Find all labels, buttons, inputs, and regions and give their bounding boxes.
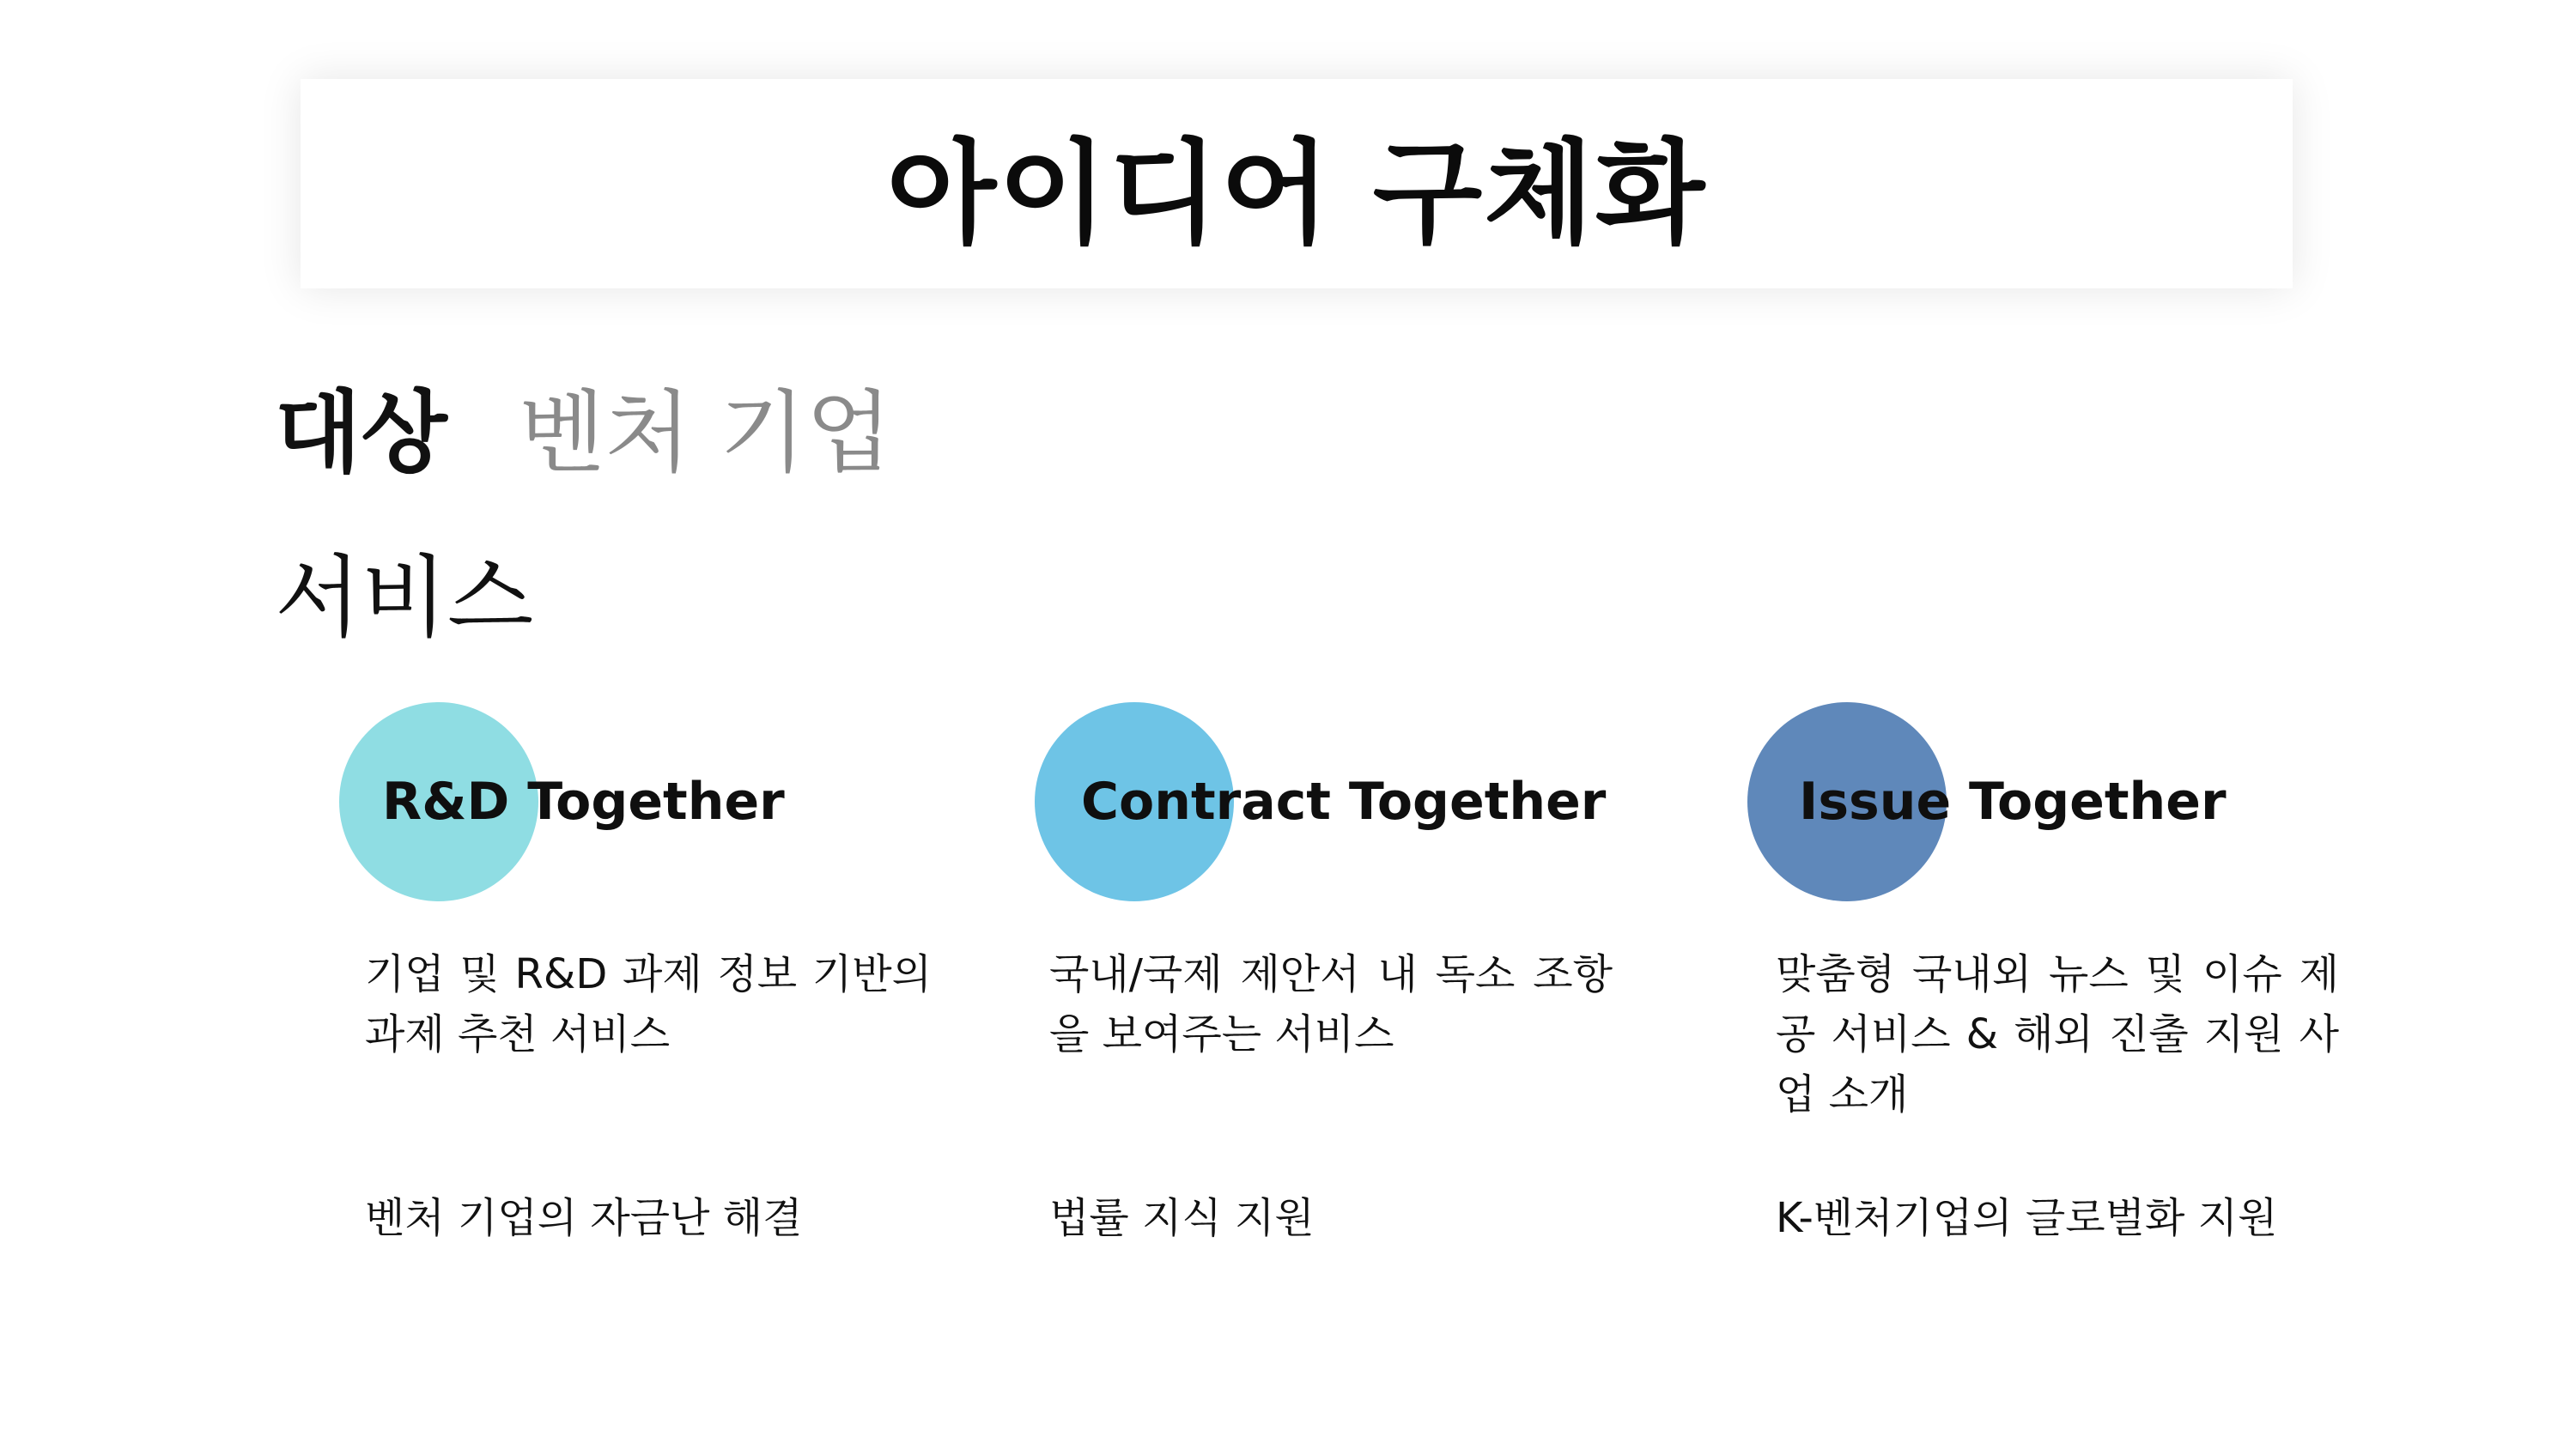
- service-title-contract: Contract Together: [1081, 772, 1607, 832]
- page-title: 아이디어 구체화: [886, 128, 1707, 260]
- target-value: 벤처 기업: [519, 380, 892, 485]
- service-desc-contract: 국내/국제 제안서 내 독소 조항을 보여주는 서비스: [1049, 950, 1613, 1058]
- service-title-rnd: R&D Together: [382, 772, 785, 832]
- service-title-issue: Issue Together: [1799, 772, 2227, 832]
- service-desc-issue: 맞춤형 국내외 뉴스 및 이슈 제공 서비스 & 해외 진출 지원 사업 소개: [1776, 950, 2339, 1119]
- service-desc-rnd: 기업 및 R&D 과제 정보 기반의 과제 추천 서비스: [365, 950, 932, 1058]
- service-label: 서비스: [275, 545, 534, 650]
- service-benefit-contract: 법률 지식 지원: [1049, 1194, 1315, 1242]
- service-benefit-rnd: 벤처 기업의 자금난 해결: [365, 1194, 803, 1242]
- title-banner: [301, 79, 2293, 288]
- service-benefit-issue: K-벤처기업의 글로벌화 지원: [1776, 1194, 2278, 1242]
- target-label: 대상: [275, 380, 447, 485]
